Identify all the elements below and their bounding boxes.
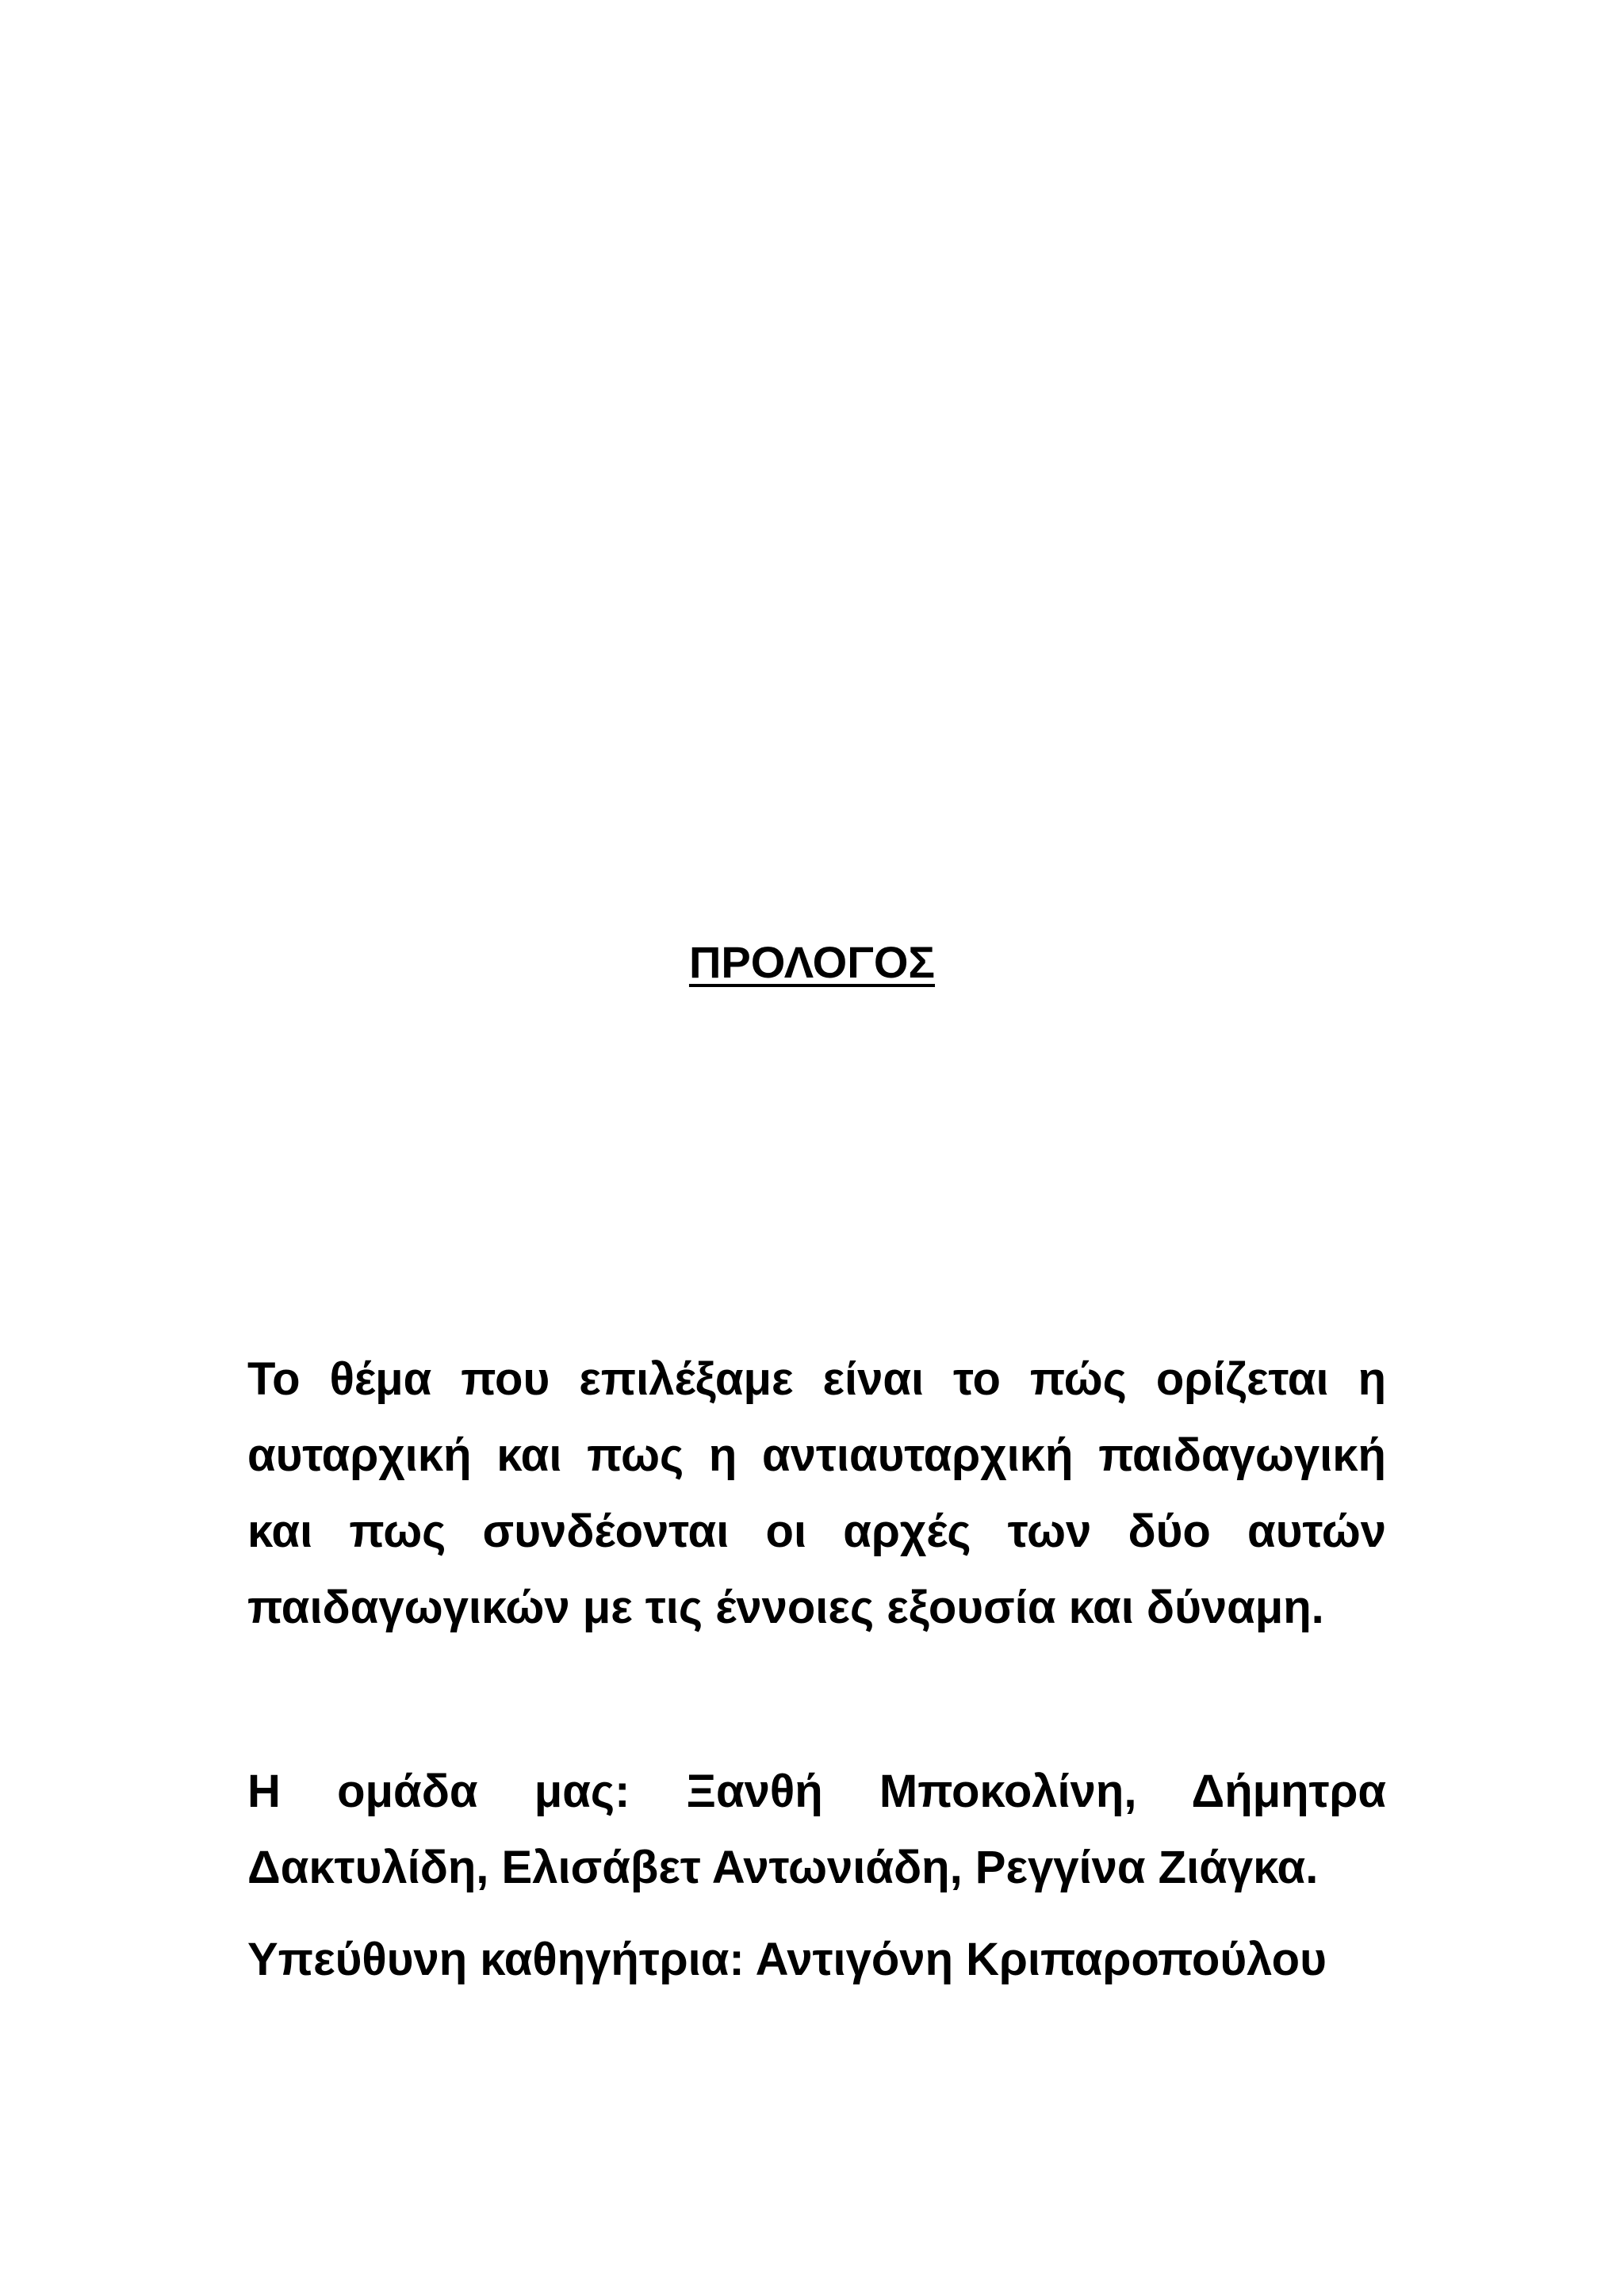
team-paragraph: Η ομάδα μας: Ξανθή Μποκολίνη, Δήμητρα Δακτυλίδη, Ελισάβετ Αντωνιάδη, Ρεγγίνα Ζιάγκα. (247, 1766, 1386, 1893)
topic-paragraph: Το θέμα που επιλέξαμε είναι το πώς ορίζεται η αυταρχική και πως η αντιαυταρχική παιδαγωγική και πως συνδέονται οι αρχές των δύο αυτών παιδαγωγικών με τις έννοιες εξουσία και δύναμη. (247, 1353, 1386, 1633)
page-title: ΠΡΟΛΟΓΟΣ (688, 937, 936, 987)
supervisor-paragraph: Υπεύθυνη καθηγήτρια: Αντιγόνη Κριπαροπούλου (247, 1934, 1327, 1985)
